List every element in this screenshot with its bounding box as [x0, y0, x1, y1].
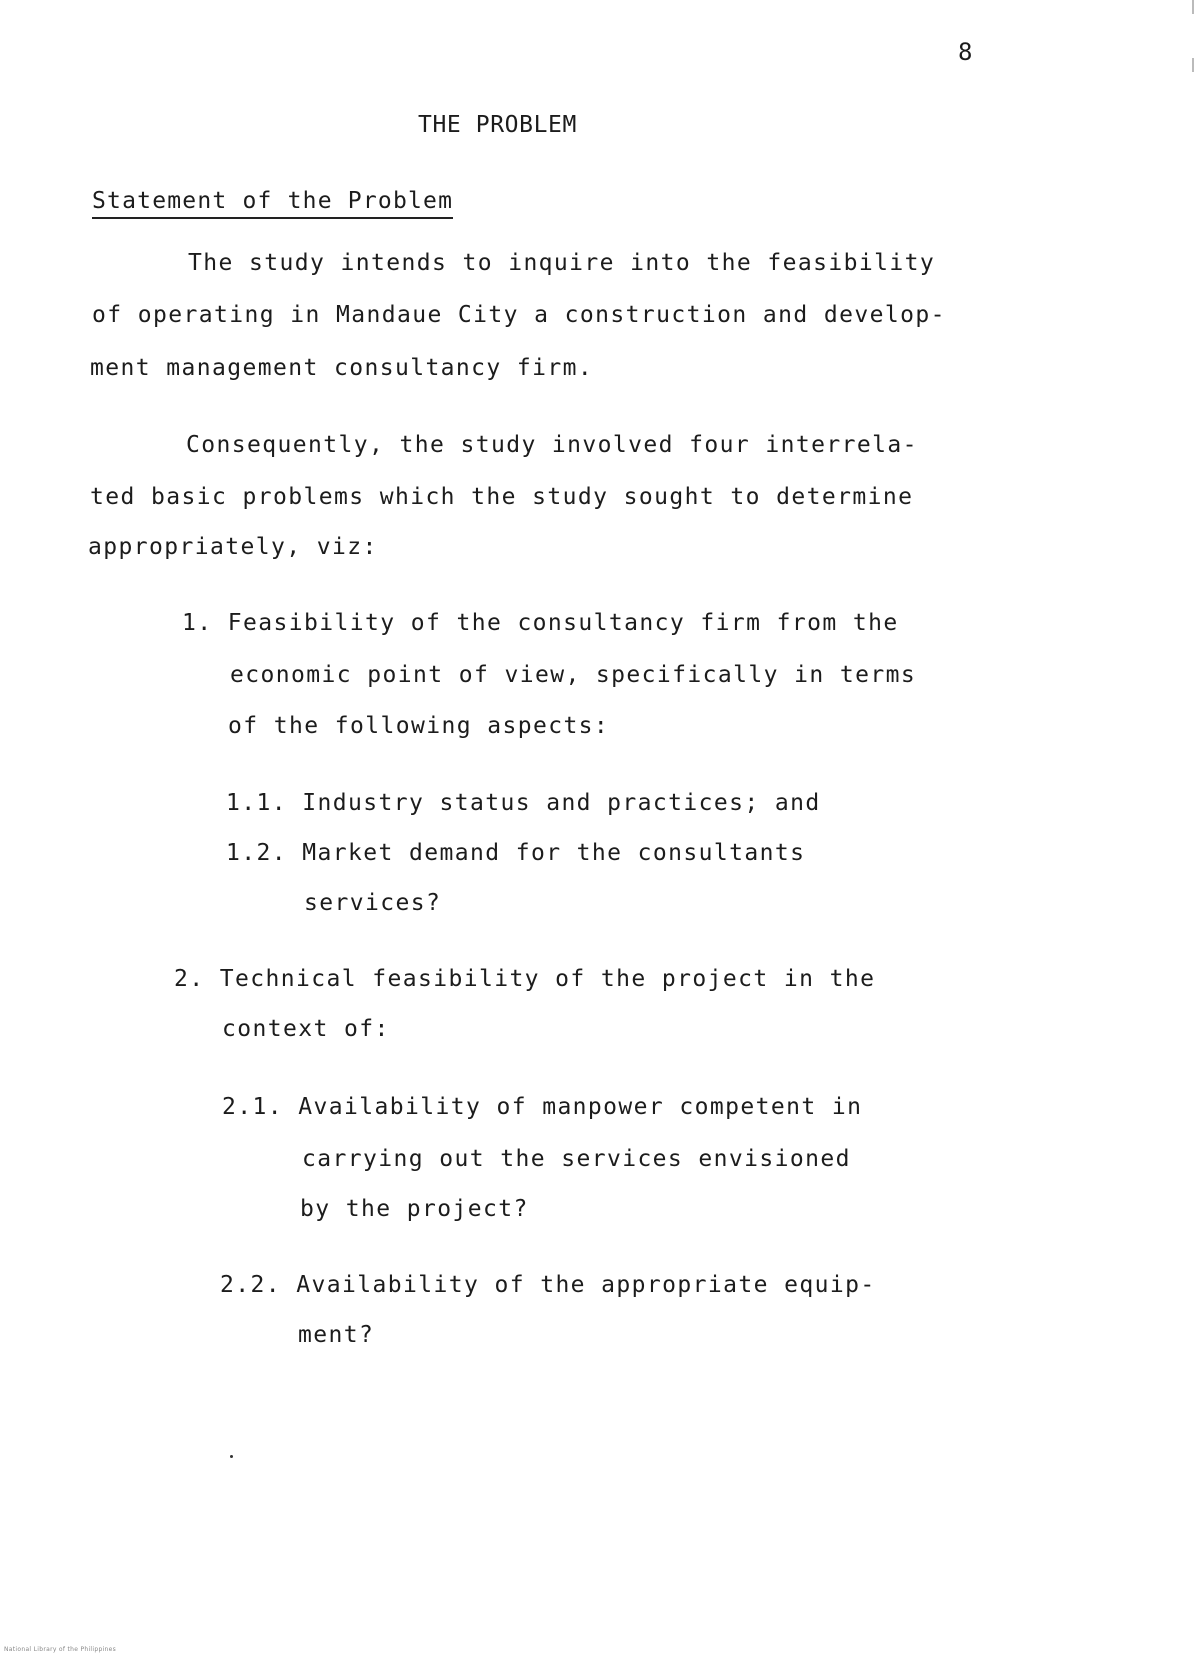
- sub-list-item-line: carrying out the services envisioned: [302, 1146, 851, 1172]
- sub-list-item-line: 2.2. Availability of the appropriate equip-: [220, 1272, 876, 1298]
- sub-list-item-line: ment?: [298, 1322, 375, 1348]
- sub-list-item-line: 1.2. Market demand for the consultants: [226, 840, 806, 866]
- paragraph-line: ted basic problems which the study sought to determine: [90, 484, 914, 510]
- list-item-line: context of:: [222, 1016, 390, 1042]
- sub-list-item-line: by the project?: [300, 1196, 529, 1222]
- list-item-line: economic point of view, specifically in terms: [230, 662, 917, 688]
- page-number: 8: [958, 38, 973, 66]
- paragraph-line: Consequently, the study involved four interrela-: [186, 432, 918, 458]
- paragraph-line: appropriately, viz:: [88, 534, 378, 560]
- sub-list-item-line: 2.1. Availability of manpower competent in: [222, 1094, 863, 1120]
- list-item-line: 2. Technical feasibility of the project in the: [174, 966, 876, 992]
- scan-footer: National Library of the Philippines: [4, 1646, 117, 1653]
- paragraph-line: of operating in Mandaue City a construction and develop-: [92, 302, 946, 328]
- paragraph-line: The study intends to inquire into the feasibility: [188, 250, 936, 276]
- stray-mark: [230, 1455, 233, 1458]
- list-item-line: of the following aspects:: [228, 713, 610, 739]
- section-title: THE PROBLEM: [418, 112, 577, 138]
- subsection-heading: Statement of the Problem: [92, 188, 453, 219]
- sub-list-item-line: 1.1. Industry status and practices; and: [226, 790, 821, 816]
- sub-list-item-line: services?: [304, 890, 442, 916]
- list-item-line: 1. Feasibility of the consultancy firm from the: [182, 610, 899, 636]
- paragraph-line: ment management consultancy firm.: [90, 355, 594, 381]
